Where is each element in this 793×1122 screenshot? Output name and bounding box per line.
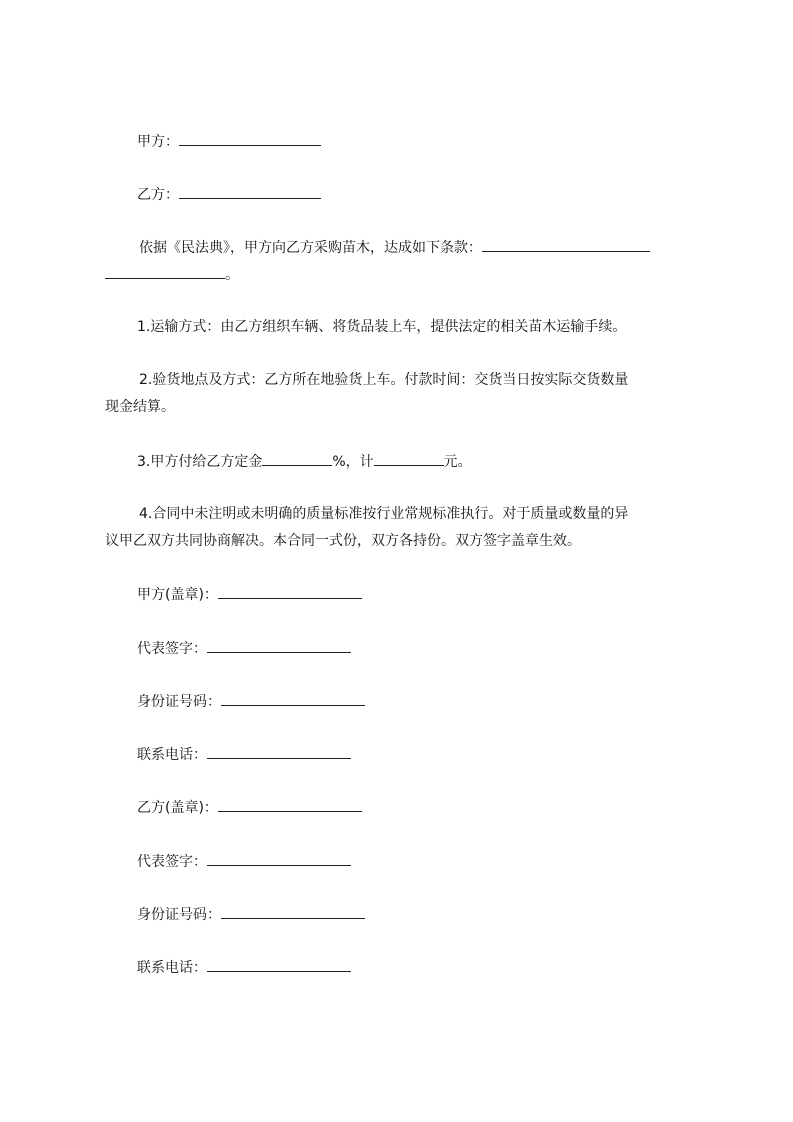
sign-a-id-blank[interactable] — [221, 691, 365, 706]
sign-a-rep — [137, 638, 351, 659]
sign-a-rep-blank[interactable] — [207, 638, 351, 653]
clause-3-part-2: %，计 — [332, 454, 374, 470]
sign-b-phone — [137, 957, 351, 978]
intro-blank-1[interactable] — [482, 237, 650, 252]
party-a-label: 甲方： — [137, 134, 179, 150]
sign-a-seal — [137, 584, 362, 605]
sign-b-rep-label: 代表签字： — [137, 854, 207, 870]
clause-3-part-1: 3.甲方付给乙方定金 — [137, 454, 263, 470]
sign-a-id — [137, 691, 365, 712]
sign-a-id-label: 身份证号码： — [137, 694, 221, 710]
clause-4-text-2: 议甲乙双方共同协商解决。本合同一式份，双方各持份。双方签字盖章生效。 — [105, 533, 581, 549]
intro-end: 。 — [225, 267, 239, 283]
sign-b-phone-label: 联系电话： — [137, 960, 207, 976]
party-b-line — [137, 184, 321, 205]
clause-2-text-2: 现金结算。 — [105, 399, 175, 415]
party-a-blank[interactable] — [179, 131, 321, 146]
sign-b-seal — [137, 797, 362, 818]
sign-a-rep-label: 代表签字： — [137, 641, 207, 657]
intro-line-2 — [105, 264, 239, 285]
deposit-percent-blank[interactable] — [262, 451, 332, 466]
clause-2-line-1 — [139, 370, 628, 390]
sign-a-seal-label: 甲方(盖章)： — [137, 587, 218, 603]
sign-b-phone-blank[interactable] — [207, 957, 351, 972]
party-b-label: 乙方： — [137, 187, 179, 203]
sign-b-seal-blank[interactable] — [218, 797, 362, 812]
sign-b-seal-label: 乙方(盖章)： — [137, 800, 218, 816]
sign-a-phone-label: 联系电话： — [137, 747, 207, 763]
intro-line-1 — [139, 237, 650, 258]
sign-b-id-label: 身份证号码： — [137, 907, 221, 923]
clause-2-line-2 — [105, 397, 175, 417]
sign-b-rep-blank[interactable] — [207, 851, 351, 866]
clause-2-text-1: 2.验货地点及方式：乙方所在地验货上车。付款时间：交货当日按实际交货数量 — [139, 372, 629, 388]
sign-b-rep — [137, 851, 351, 872]
deposit-amount-blank[interactable] — [374, 451, 444, 466]
clause-4-line-1 — [139, 504, 628, 524]
clause-1-text: 1.运输方式：由乙方组织车辆、将货品装上车，提供法定的相关苗木运输手续。 — [137, 319, 627, 335]
sign-b-id-blank[interactable] — [221, 904, 365, 919]
party-a-line — [137, 131, 321, 152]
party-b-blank[interactable] — [179, 184, 321, 199]
sign-b-id — [137, 904, 365, 925]
clause-3-part-3: 元。 — [443, 454, 472, 470]
sign-a-phone — [137, 744, 351, 765]
clause-4-line-2 — [105, 531, 581, 551]
sign-a-phone-blank[interactable] — [207, 744, 351, 759]
clause-3 — [137, 451, 472, 472]
intro-blank-2[interactable] — [105, 264, 225, 279]
clause-1 — [137, 317, 626, 337]
clause-4-text-1: 4.合同中未注明或未明确的质量标准按行业常规标准执行。对于质量或数量的异 — [139, 506, 629, 522]
sign-a-seal-blank[interactable] — [218, 584, 362, 599]
intro-text: 依据《民法典》，甲方向乙方采购苗木，达成如下条款： — [139, 240, 482, 256]
